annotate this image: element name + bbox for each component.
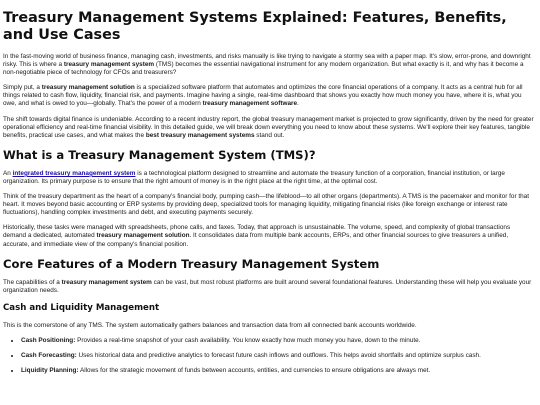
list-item-label: Liquidity Planning: xyxy=(21,367,79,375)
feature-list xyxy=(3,337,534,375)
text: is a technological platform designed to streamline and automate the treasury function of a corporation, financial institution, or large organization. Its primary purpose is to ensure that the right amount of money is in the right place at the right time, at the optimal cost. xyxy=(3,169,505,185)
bold-term: treasury management solution xyxy=(41,84,135,92)
integrated-tms-link[interactable]: integrated treasury management system xyxy=(12,169,136,177)
features-paragraph-2: This is the cornerstone of any TMS. The system automatically gathers balances and transaction data from all connected bank accounts worldwide. xyxy=(3,321,417,329)
list-item-label: Cash Positioning: xyxy=(21,336,76,344)
list-item-text: Allows for the strategic movement of funds between accounts, entities, and currencies to ensure obligations are always met. xyxy=(78,367,431,375)
bold-term: best treasury management systems xyxy=(145,131,255,139)
bold-term: treasury management software xyxy=(202,100,298,108)
text: . It consolidates data from multiple bank accounts, ERPs, and other financial sources to give treasurers a unified, accurate, and immediate view of the company's financial position. xyxy=(3,232,509,248)
section-heading-what-is-tms: What is a Treasury Management System (TMS)? xyxy=(3,147,316,162)
what-paragraph-2: Think of the treasury department as the heart of a company's financial body, pumping cash—the lifeblood—to all other organs (departments). A TMS is the pacemaker and monitor for that heart. It moves beyond basic accounting or ERP systems by providing deep, specialized tools for managing liquidity, mitigating financial risks (like foreign exchange or interest rate fluctuations), handling complex investments and debt, and executing payments securely. xyxy=(3,193,530,217)
text: . xyxy=(297,100,299,108)
text: stand out. xyxy=(254,131,285,139)
page-title: Treasury Management Systems Explained: Features, Benefits, and Use Cases xyxy=(3,10,507,43)
section-heading-core-features: Core Features of a Modern Treasury Management System xyxy=(3,256,380,271)
list-item xyxy=(21,352,534,360)
intro-paragraph-1 xyxy=(3,53,534,77)
text: An xyxy=(3,169,13,177)
text: can be vast, but most robust platforms are built around several foundational features. Understanding these will help you evaluate your organization needs. xyxy=(3,278,532,294)
list-item xyxy=(21,337,534,345)
text: is a specialized software platform that automates and optimizes the core financial operations of a company. It acts as a central hub for all things related to cash flow, liquidity, financial risk, and payments. Imagine having a single, real-time dashboard that shows you exactly how much money you have, where it is, what you owe, and what is owed to you—globally. That's the power of a modern xyxy=(3,84,523,108)
text: Simply put, a xyxy=(3,84,42,92)
text: (TMS) becomes the essential navigational instrument for any modern organization. But what exactly is it, and why has it become a non-negotiable piece of technology for CFOs and treasurers? xyxy=(3,61,524,77)
bold-term: treasury management solution xyxy=(96,232,190,240)
intro-paragraph-2 xyxy=(3,84,534,108)
intro-paragraph-3 xyxy=(3,116,534,140)
bold-term: treasury management system xyxy=(61,278,152,286)
list-item xyxy=(21,367,534,375)
what-paragraph-3 xyxy=(3,224,534,248)
text: The capabilities of a xyxy=(3,278,62,286)
features-paragraph-1 xyxy=(3,279,534,295)
list-item-text: Uses historical data and predictive analytics to forecast future cash inflows and outflows. This helps avoid shortfalls and optimize surplus cash. xyxy=(76,351,481,359)
text: The shift towards digital finance is undeniable. According to a recent industry report, the global treasury management market is projected to grow significantly, driven by the need for greater operational efficiency and real-time financial visibility. In this detailed guide, we will break down everything you need to know about these systems. We'll explore their key features, tangible benefits, practical use cases, and what makes the xyxy=(3,115,534,139)
text: In the fast-moving world of business finance, managing cash, investments, and risks manually is like trying to navigate a stormy sea with a paper map. It's slow, error-prone, and downright risky. This is where a xyxy=(3,53,531,69)
list-item-text: Provides a real-time snapshot of your cash availability. You know exactly how much money you have, down to the minute. xyxy=(75,336,421,344)
text: Historically, these tasks were managed with spreadsheets, phone calls, and faxes. Today, that approach is unsustainable. The volume, speed, and complexity of global transactions demand a dedicated, automated xyxy=(3,224,511,240)
bold-term: treasury management system xyxy=(63,61,155,69)
what-paragraph-1 xyxy=(3,170,534,186)
subheading-cash-liquidity: Cash and Liquidity Management xyxy=(3,302,160,313)
list-item-label: Cash Forecasting: xyxy=(21,351,77,359)
